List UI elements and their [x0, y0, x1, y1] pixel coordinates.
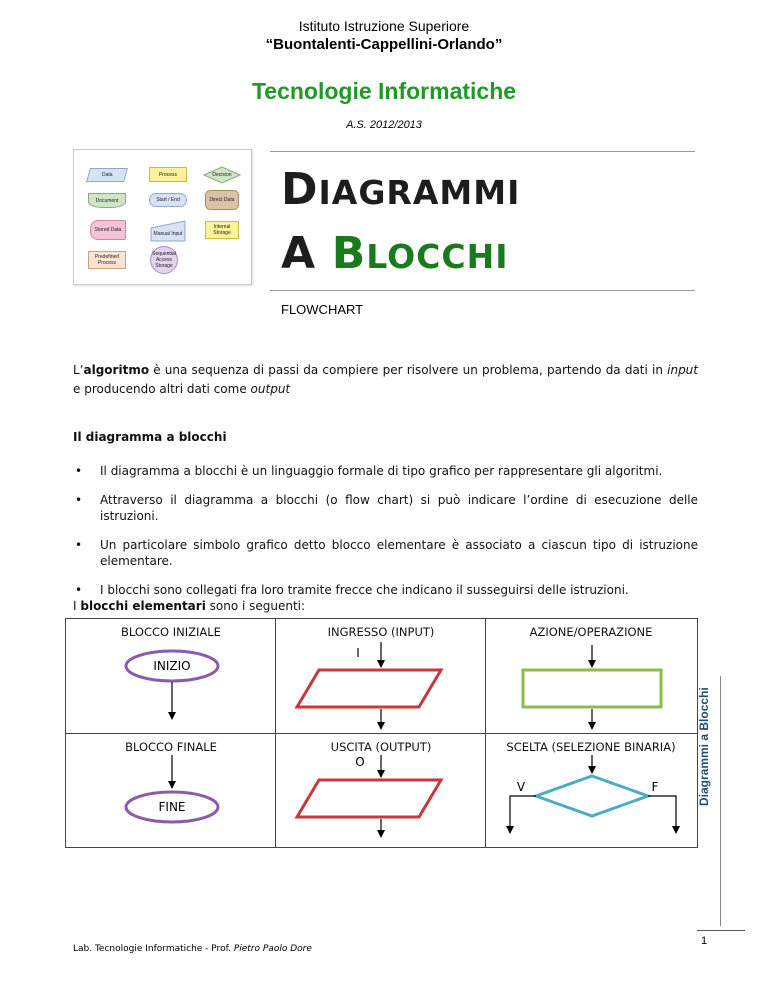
title-line-2: A BLOCCHI — [281, 228, 509, 279]
intro-paragraph: L’algoritmo è una sequenza di passi da compiere per risolvere un problema, partendo da dati in input e producendo altri dati come output — [73, 363, 698, 396]
cell-title-input: INGRESSO (INPUT) — [327, 625, 435, 639]
bullet-item: • Il diagramma a blocchi è un linguaggio formale di tipo grafico per rappresentare gli algoritmi. — [73, 463, 698, 479]
thumb-shape: Document — [88, 193, 126, 208]
output-arrow-label: O — [355, 755, 365, 769]
course-title: Tecnologie Informatiche — [251, 78, 517, 104]
flowchart-shapes-image — [73, 149, 252, 285]
end-terminal-label: FINE — [158, 800, 186, 814]
choice-false-branch — [648, 796, 676, 833]
subtitle: FLOWCHART — [281, 302, 364, 317]
choice-true-branch — [510, 796, 536, 833]
section-heading: Il diagramma a blocchi — [73, 430, 227, 444]
cell-title-start: BLOCCO INIZIALE — [121, 625, 221, 639]
institute-name: Istituto Istruzione Superiore — [298, 18, 470, 34]
cell-title-end: BLOCCO FINALE — [125, 740, 217, 754]
side-label: Diagrammi a Blocchi — [697, 687, 711, 806]
thumb-shape: Sequential Access Storage — [150, 246, 178, 274]
thumb-shape: Data — [86, 168, 128, 182]
cell-title-choice: SCELTA (SELEZIONE BINARIA) — [506, 740, 676, 754]
output-parallelogram — [297, 780, 441, 817]
input-arrow-label: I — [356, 646, 360, 660]
bullet-item: • I blocchi sono collegati fra loro tramite frecce che indicano il susseguirsi delle istruzioni. — [73, 582, 698, 598]
thumb-shape: Process — [149, 167, 187, 182]
title-rule — [270, 151, 695, 152]
side-rule — [720, 676, 721, 926]
title-rule — [270, 290, 695, 291]
page-rule — [697, 930, 745, 931]
bullet-item: • Un particolare simbolo grafico detto blocco elementare è associato a ciascun tipo di istruzione elementare. — [73, 537, 698, 569]
thumb-shape: Stored Data — [90, 220, 126, 240]
thumb-shape: Direct Data — [205, 190, 239, 210]
cell-title-output: USCITA (OUTPUT) — [330, 740, 432, 754]
thumb-shape: Decision — [203, 166, 241, 184]
start-terminal-label: INIZIO — [153, 659, 191, 673]
bullet-item: • Attraverso il diagramma a blocchi (o flow chart) si può indicare l’ordine di esecuzione delle istruzioni. — [73, 492, 698, 524]
blocks-diagram — [66, 619, 699, 849]
thumb-shape: Internal Storage — [205, 221, 239, 239]
blocks-intro: I blocchi elementari sono i seguenti: — [73, 599, 306, 613]
action-rectangle — [523, 670, 661, 707]
title-line-1: DIAGRAMMI — [281, 164, 521, 215]
input-parallelogram — [297, 670, 441, 707]
choice-true-label: V — [516, 780, 526, 794]
thumb-shape: Manual Input — [150, 220, 186, 242]
cell-title-action: AZIONE/OPERAZIONE — [529, 625, 653, 639]
footer: Lab. Tecnologie Informatiche - Prof. Pietro Paolo Dore — [73, 944, 312, 954]
blocks-table — [65, 618, 698, 848]
school-name: “Buontalenti-Cappellini-Orlando” — [265, 36, 503, 53]
school-year: A.S. 2012/2013 — [346, 119, 422, 131]
thumb-shape: Start / End — [149, 193, 187, 207]
bullet-list — [73, 463, 698, 611]
choice-diamond — [536, 776, 648, 816]
choice-false-label: F — [651, 780, 659, 794]
thumb-shape: Predefined Process — [88, 251, 126, 269]
page-number: 1 — [701, 935, 708, 947]
